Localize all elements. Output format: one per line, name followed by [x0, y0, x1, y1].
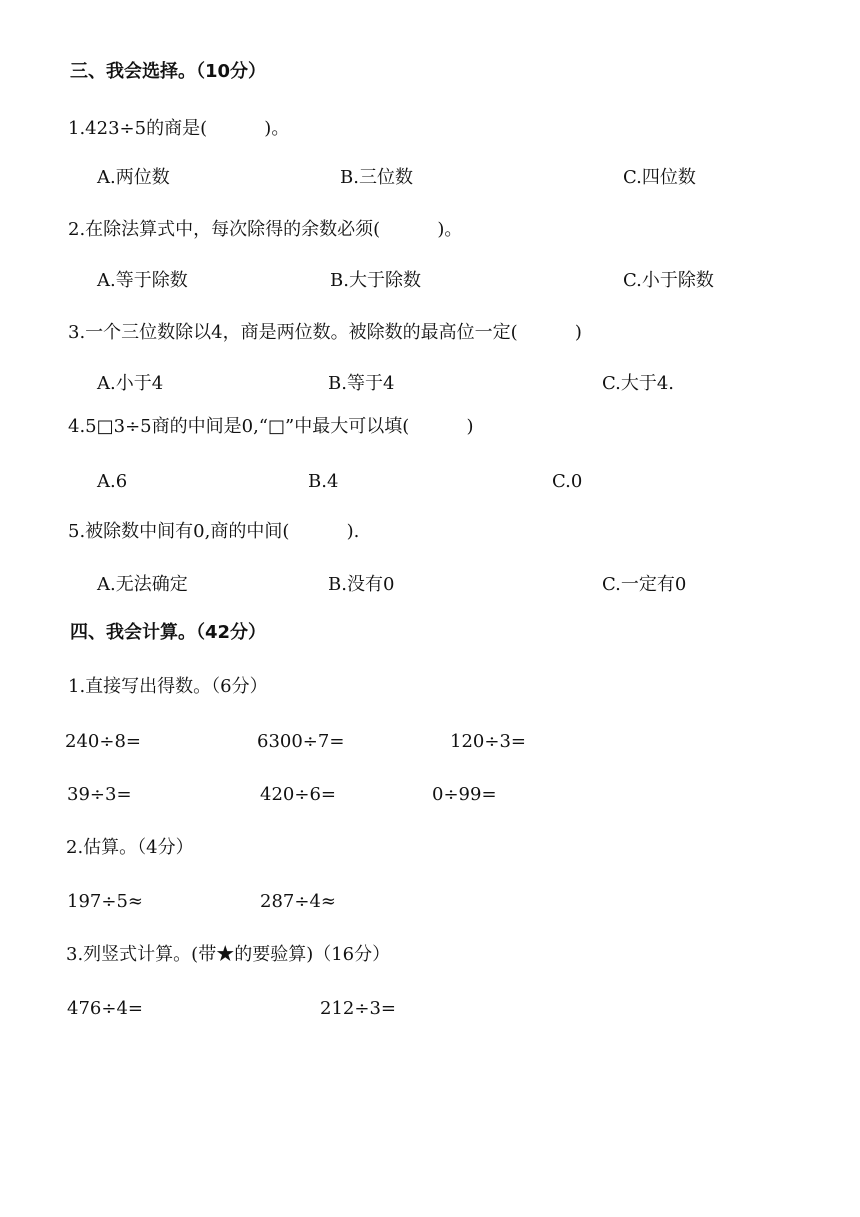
question-1-option-c: C.四位数: [623, 167, 696, 188]
vertical-calc-item: 476÷4=: [67, 998, 143, 1019]
question-2-option-c: C.小于除数: [623, 270, 714, 291]
calc-item: 120÷3=: [450, 731, 526, 752]
estimate-item: 287÷4≈: [260, 891, 336, 912]
part-1-title: 1.直接写出得数。（6分）: [68, 676, 268, 697]
question-1-stem: 1.423÷5的商是( )。: [68, 118, 290, 139]
question-2-stem: 2.在除法算式中，每次除得的余数必须( )。: [68, 219, 463, 240]
question-5-option-b: B.没有0: [328, 574, 395, 595]
question-1-option-b: B.三位数: [340, 167, 413, 188]
calc-item: 0÷99=: [432, 784, 497, 805]
estimate-item: 197÷5≈: [67, 891, 143, 912]
part-2-title: 2.估算。（4分）: [66, 837, 194, 858]
question-4-option-c: C.0: [552, 471, 583, 492]
question-3-option-c: C.大于4.: [602, 373, 675, 394]
question-1-option-a: A.两位数: [97, 167, 170, 188]
question-2-option-b: B.大于除数: [330, 270, 421, 291]
question-4-stem: 4.5□3÷5商的中间是0,“□”中最大可以填( ): [68, 416, 474, 437]
question-4-option-b: B.4: [308, 471, 339, 492]
section-4-heading: 四、我会计算。（42分）: [70, 622, 267, 643]
question-3-option-a: A.小于4: [97, 373, 164, 394]
question-5-stem: 5.被除数中间有0,商的中间( ).: [68, 521, 360, 542]
question-5-option-c: C.一定有0: [602, 574, 687, 595]
question-3-option-b: B.等于4: [328, 373, 395, 394]
calc-item: 6300÷7=: [257, 731, 345, 752]
calc-item: 39÷3=: [67, 784, 132, 805]
question-2-option-a: A.等于除数: [97, 270, 188, 291]
calc-item: 240÷8=: [65, 731, 141, 752]
part-3-title: 3.列竖式计算。(带★的要验算)（16分）: [66, 944, 391, 965]
question-3-stem: 3.一个三位数除以4，商是两位数。被除数的最高位一定( ): [68, 322, 582, 343]
question-4-option-a: A.6: [97, 471, 128, 492]
question-5-option-a: A.无法确定: [97, 574, 188, 595]
calc-item: 420÷6=: [260, 784, 336, 805]
vertical-calc-item: 212÷3=: [320, 998, 396, 1019]
section-3-heading: 三、我会选择。（10分）: [70, 61, 267, 82]
